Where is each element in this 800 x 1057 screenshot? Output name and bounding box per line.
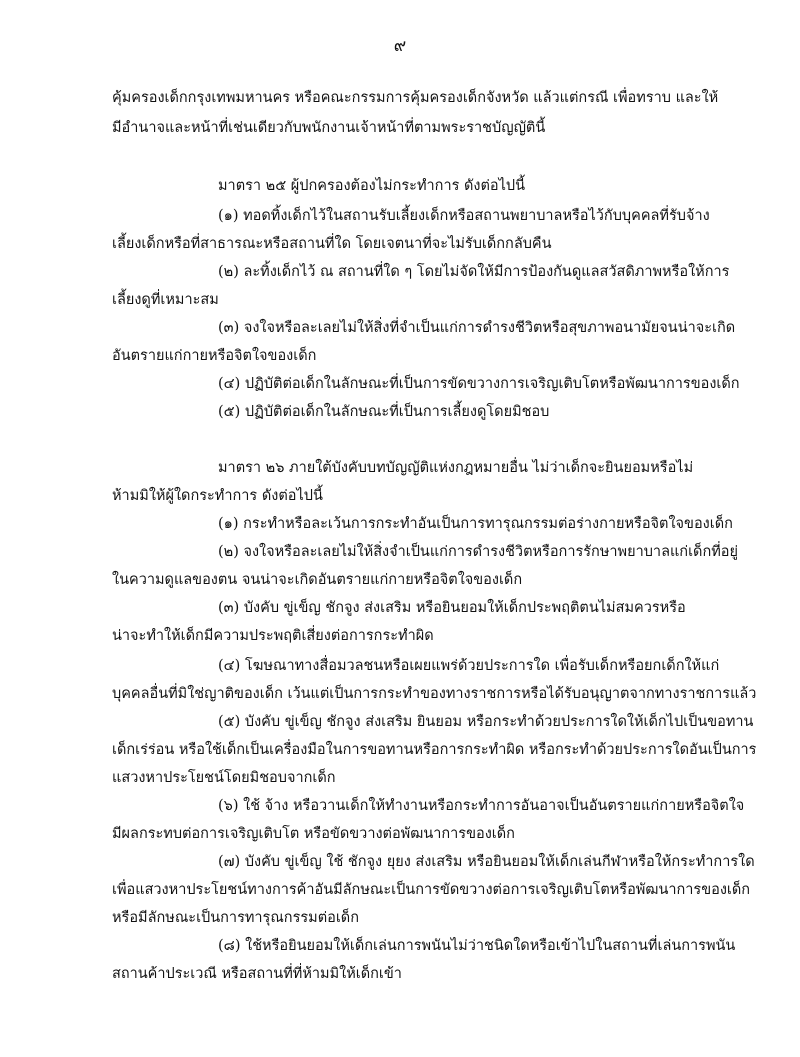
section-25-heading: มาตรา ๒๕ ผู้ปกครองต้องไม่กระทำการ ดังต่อไปนี้	[218, 178, 526, 194]
section-26-item-7-cont-1: เพื่อแสวงหาประโยชน์ทางการค้าอันมีลักษณะเป็นการขัดขวางต่อการเจริญเติบโตหรือพัฒนาการของเด็ก	[112, 882, 751, 898]
page-number: ๙	[393, 36, 407, 56]
section-26-item-3: (๓) บังคับ ขู่เข็ญ ชักจูง ส่งเสริม หรือยินยอมให้เด็กประพฤติตนไม่สมควรหรือ	[218, 600, 686, 616]
section-26-item-8-cont: สถานค้าประเวณี หรือสถานที่ที่ห้ามมิให้เด็กเข้า	[112, 966, 402, 982]
section-26-heading: มาตรา ๒๖ ภายใต้บังคับบทบัญญัติแห่งกฎหมายอื่น ไม่ว่าเด็กจะยินยอมหรือไม่	[218, 460, 694, 476]
section-26-item-6-cont: มีผลกระทบต่อการเจริญเติบโต หรือขัดขวางต่อพัฒนาการของเด็ก	[112, 826, 515, 842]
section-26-item-5-cont-1: เด็กเร่ร่อน หรือใช้เด็กเป็นเครื่องมือในการขอทานหรือการกระทำผิด หรือกระทำด้วยประการใดอันเป็นการ	[112, 742, 757, 758]
section-25-item-4: (๔) ปฏิบัติต่อเด็กในลักษณะที่เป็นการขัดขวางการเจริญเติบโตหรือพัฒนาการของเด็ก	[218, 376, 740, 392]
section-26-item-8: (๘) ใช้หรือยินยอมให้เด็กเล่นการพนันไม่ว่าชนิดใดหรือเข้าไปในสถานที่เล่นการพนัน	[218, 938, 736, 954]
section-26-heading-cont: ห้ามมิให้ผู้ใดกระทำการ ดังต่อไปนี้	[112, 488, 323, 504]
section-26-item-7-cont-2: หรือมีลักษณะเป็นการทารุณกรรมต่อเด็ก	[112, 910, 359, 926]
section-26-item-6: (๖) ใช้ จ้าง หรือวานเด็กให้ทำงานหรือกระทำการอันอาจเป็นอันตรายแก่กายหรือจิตใจ	[218, 798, 745, 814]
section-25-item-5: (๕) ปฏิบัติต่อเด็กในลักษณะที่เป็นการเลี้ยงดูโดยมิชอบ	[218, 404, 550, 420]
section-26-item-5: (๕) บังคับ ขู่เข็ญ ชักจูง ส่งเสริม ยินยอม หรือกระทำด้วยประการใดให้เด็กไปเป็นขอทาน	[218, 714, 754, 730]
section-25-item-1: (๑) ทอดทิ้งเด็กไว้ในสถานรับเลี้ยงเด็กหรือสถานพยาบาลหรือไว้กับบุคคลที่รับจ้าง	[218, 208, 710, 224]
section-26-item-5-cont-2: แสวงหาประโยชน์โดยมิชอบจากเด็ก	[112, 770, 336, 786]
section-26-item-7: (๗) บังคับ ขู่เข็ญ ใช้ ชักจูง ยุยง ส่งเสริม หรือยินยอมให้เด็กเล่นกีฬาหรือให้กระทำการใด	[218, 854, 755, 870]
section-26-item-2-cont: ในความดูแลของตน จนน่าจะเกิดอันตรายแก่กายหรือจิตใจของเด็ก	[112, 572, 523, 588]
section-26-item-2: (๒) จงใจหรือละเลยไม่ให้สิ่งจำเป็นแก่การดำรงชีวิตหรือการรักษาพยาบาลแก่เด็กที่อยู่	[218, 544, 738, 560]
section-25-item-2: (๒) ละทิ้งเด็กไว้ ณ สถานที่ใด ๆ โดยไม่จัดให้มีการป้องกันดูแลสวัสดิภาพหรือให้การ	[218, 264, 730, 280]
intro-line-1: คุ้มครองเด็กกรุงเทพมหานคร หรือคณะกรรมการคุ้มครองเด็กจังหวัด แล้วแต่กรณี เพื่อทราบ และให้	[112, 90, 719, 106]
section-25-item-3-cont: อันตรายแก่กายหรือจิตใจของเด็ก	[112, 348, 317, 364]
section-26-item-4-cont: บุคคลอื่นที่มิใช่ญาติของเด็ก เว้นแต่เป็นการกระทำของทางราชการหรือได้รับอนุญาตจากทางราชการแล้ว	[112, 686, 757, 702]
section-25-item-2-cont: เลี้ยงดูที่เหมาะสม	[112, 292, 219, 308]
section-26-item-4: (๔) โฆษณาทางสื่อมวลชนหรือเผยแพร่ด้วยประการใด เพื่อรับเด็กหรือยกเด็กให้แก่	[218, 658, 720, 674]
section-25-item-1-cont: เลี้ยงเด็กหรือที่สาธารณะหรือสถานที่ใด โดยเจตนาที่จะไม่รับเด็กกลับคืน	[112, 236, 552, 252]
section-26-item-3-cont: น่าจะทำให้เด็กมีความประพฤติเสี่ยงต่อการกระทำผิด	[112, 628, 434, 644]
section-26-item-1: (๑) กระทำหรือละเว้นการกระทำอันเป็นการทารุณกรรมต่อร่างกายหรือจิตใจของเด็ก	[218, 516, 733, 532]
section-25-item-3: (๓) จงใจหรือละเลยไม่ให้สิ่งที่จำเป็นแก่การดำรงชีวิตหรือสุขภาพอนามัยจนน่าจะเกิด	[218, 320, 736, 336]
intro-line-2: มีอำนาจและหน้าที่เช่นเดียวกับพนักงานเจ้าหน้าที่ตามพระราชบัญญัตินี้	[112, 120, 546, 136]
